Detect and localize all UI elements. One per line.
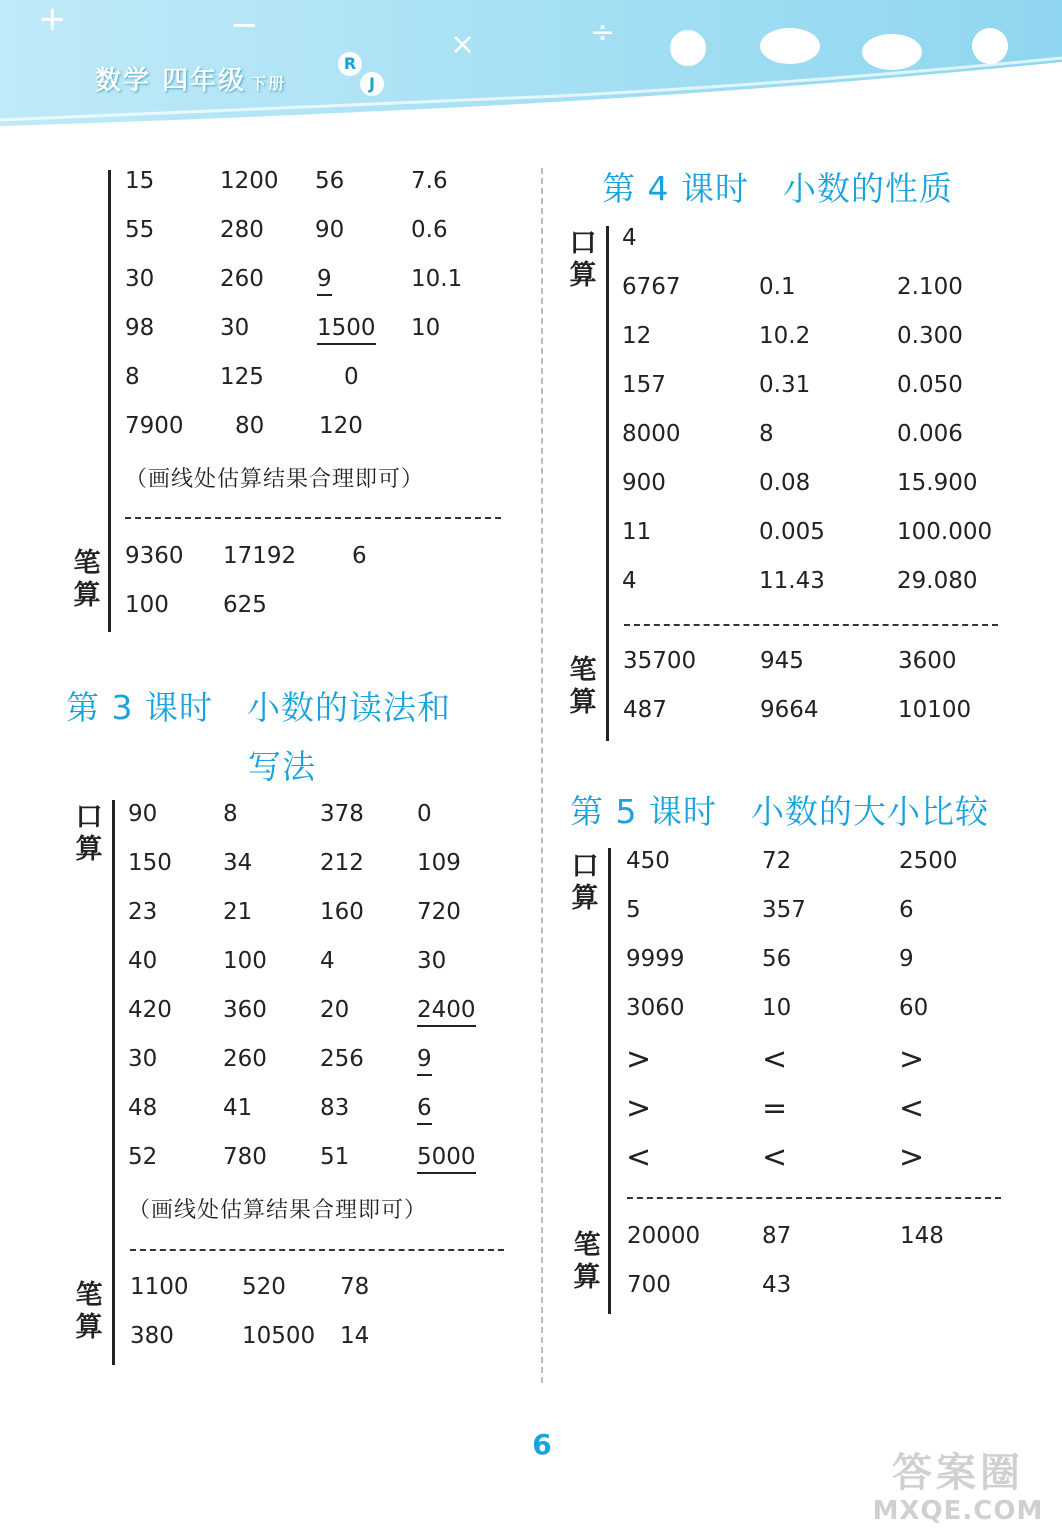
answer-bar — [606, 226, 609, 741]
cell: 30 — [128, 1046, 158, 1072]
cell: 14 — [340, 1323, 370, 1349]
cell: 0 — [417, 801, 432, 827]
cell: 9999 — [626, 946, 685, 972]
dashed-separator — [627, 1197, 1001, 1199]
cell: 2.100 — [897, 274, 963, 300]
cell: 10.1 — [411, 266, 463, 292]
cell: 120 — [319, 413, 363, 439]
cell: 40 — [128, 948, 158, 974]
cell: 10 — [411, 315, 441, 341]
cell: 17192 — [223, 543, 297, 569]
cell: 30 — [220, 315, 250, 341]
cell: 15.900 — [897, 470, 978, 496]
cell: 87 — [762, 1223, 792, 1249]
cell: 4 — [622, 225, 637, 251]
page-number: 6 — [532, 1428, 552, 1461]
cell: 3060 — [626, 995, 685, 1021]
cell: 100 — [223, 948, 267, 974]
cell: 43 — [762, 1272, 792, 1298]
cell: 357 — [762, 897, 806, 923]
cell: 0.005 — [759, 519, 825, 545]
book-title — [95, 60, 286, 97]
estimate-note: （画线处估算结果合理即可） — [125, 467, 425, 492]
edition-j: J — [360, 72, 384, 96]
cell: 9664 — [760, 697, 819, 723]
cell: 256 — [320, 1046, 364, 1072]
cell: 29.080 — [897, 568, 978, 594]
cell: 450 — [626, 848, 670, 874]
cell: = — [762, 1091, 788, 1126]
cell: < — [762, 1140, 788, 1175]
cell: 1100 — [130, 1274, 189, 1300]
cell: 700 — [627, 1272, 671, 1298]
cell: 90 — [128, 801, 158, 827]
cell: 15 — [125, 168, 155, 194]
cell: 945 — [760, 648, 804, 674]
cell: 20000 — [627, 1223, 701, 1249]
subject: 数学 — [95, 66, 152, 96]
cell: 4 — [622, 568, 637, 594]
cell: 260 — [220, 266, 264, 292]
cell: 30 — [125, 266, 155, 292]
cell: 150 — [128, 850, 172, 876]
cell: 9 — [899, 946, 914, 972]
cell-estimate: 5000 — [417, 1144, 476, 1174]
cell: 625 — [223, 592, 267, 618]
cell: 6 — [899, 897, 914, 923]
cell: < — [762, 1042, 788, 1077]
cell: 8 — [759, 421, 774, 447]
cell: 380 — [130, 1323, 174, 1349]
cell: 100 — [125, 592, 169, 618]
column-divider — [541, 168, 543, 1383]
cell: 100.000 — [897, 519, 993, 545]
edition-logo — [338, 50, 390, 100]
cell-estimate: 9 — [317, 266, 332, 296]
cell: 98 — [125, 315, 155, 341]
cell: 60 — [899, 995, 929, 1021]
cell: 56 — [315, 168, 345, 194]
oral-label: 口算 — [75, 802, 103, 865]
cell: 5 — [626, 897, 641, 923]
estimate-note: （画线处估算结果合理即可） — [128, 1198, 428, 1223]
cell: 148 — [900, 1223, 944, 1249]
cell: > — [626, 1091, 652, 1126]
cell: 720 — [417, 899, 461, 925]
cell: 23 — [128, 899, 158, 925]
cell: > — [626, 1042, 652, 1077]
lesson-4-title: 第 4 课时 小数的性质 — [602, 169, 953, 208]
cell: 6767 — [622, 274, 681, 300]
watermark — [858, 1450, 1058, 1530]
cell: 260 — [223, 1046, 267, 1072]
written-label: 笔算 — [73, 548, 101, 611]
cell: 9360 — [125, 543, 184, 569]
cell: 12 — [622, 323, 652, 349]
written-label: 笔算 — [75, 1280, 103, 1343]
cell: > — [899, 1140, 925, 1175]
cell: 11 — [622, 519, 652, 545]
cell: 0.08 — [759, 470, 811, 496]
cell: 8 — [223, 801, 238, 827]
cell: 378 — [320, 801, 364, 827]
written-label: 笔算 — [573, 1230, 601, 1293]
cell: 10.2 — [759, 323, 811, 349]
cell-estimate: 6 — [417, 1095, 432, 1125]
cell: 10500 — [242, 1323, 316, 1349]
answer-bar — [608, 848, 611, 1314]
cell: 34 — [223, 850, 253, 876]
cell: 72 — [762, 848, 792, 874]
cell: 4 — [320, 948, 335, 974]
svg-text:×: × — [450, 27, 476, 62]
cell: > — [899, 1042, 925, 1077]
cell: 157 — [622, 372, 666, 398]
cell: 51 — [320, 1144, 350, 1170]
cell: < — [899, 1091, 925, 1126]
cell: 360 — [223, 997, 267, 1023]
cell: 8000 — [622, 421, 681, 447]
lesson-3-title-cont: 写法 — [248, 747, 316, 786]
cell: 0.31 — [759, 372, 811, 398]
watermark-text: 答案圈 — [892, 1450, 1024, 1496]
oral-label: 口算 — [569, 228, 597, 291]
cell: 6 — [352, 543, 367, 569]
cell: 0.1 — [759, 274, 796, 300]
cell: 10100 — [898, 697, 972, 723]
cell: 1200 — [220, 168, 279, 194]
cell: 125 — [220, 364, 264, 390]
dashed-separator — [624, 624, 998, 626]
cell: 56 — [762, 946, 792, 972]
cell: 2500 — [899, 848, 958, 874]
cell: 11.43 — [759, 568, 825, 594]
cell: 487 — [623, 697, 667, 723]
cell: 55 — [125, 217, 155, 243]
cell: 212 — [320, 850, 364, 876]
written-label: 笔算 — [569, 655, 597, 718]
header-banner — [0, 0, 1062, 130]
cell: 0.050 — [897, 372, 963, 398]
cell: 20 — [320, 997, 350, 1023]
cell: 35700 — [623, 648, 697, 674]
oral-label: 口算 — [571, 851, 599, 914]
cell-estimate: 1500 — [317, 315, 376, 345]
svg-text:÷: ÷ — [590, 15, 616, 50]
cell: 52 — [128, 1144, 158, 1170]
cell: 780 — [223, 1144, 267, 1170]
volume: 下册 — [250, 74, 287, 93]
lesson-3-title: 第 3 课时 小数的读法和 — [66, 688, 451, 727]
cell: 900 — [622, 470, 666, 496]
cell: 30 — [417, 948, 447, 974]
watermark-url: MXQE.COM — [872, 1496, 1044, 1526]
cell: 80 — [235, 413, 265, 439]
cell: 520 — [242, 1274, 286, 1300]
cell: 48 — [128, 1095, 158, 1121]
grade: 四年级 — [162, 66, 247, 96]
cell: 8 — [125, 364, 140, 390]
cell: 83 — [320, 1095, 350, 1121]
cell: 90 — [315, 217, 345, 243]
dashed-separator — [130, 1249, 504, 1251]
cell: 160 — [320, 899, 364, 925]
cell: 0.6 — [411, 217, 448, 243]
cell: 41 — [223, 1095, 253, 1121]
cell: 0 — [344, 364, 359, 390]
cell-estimate: 9 — [417, 1046, 432, 1076]
answer-bar — [108, 170, 111, 632]
svg-text:+: + — [38, 0, 67, 39]
cell: 10 — [762, 995, 792, 1021]
cell: 420 — [128, 997, 172, 1023]
cell: 7900 — [125, 413, 184, 439]
cell: 7.6 — [411, 168, 448, 194]
cell-estimate: 2400 — [417, 997, 476, 1027]
cell: 0.300 — [897, 323, 963, 349]
cell: 3600 — [898, 648, 957, 674]
cell: 280 — [220, 217, 264, 243]
edition-r: R — [338, 52, 362, 76]
answer-bar — [112, 800, 115, 1365]
lesson-5-title: 第 5 课时 小数的大小比较 — [570, 792, 989, 831]
cell: 109 — [417, 850, 461, 876]
cell: 0.006 — [897, 421, 963, 447]
cell: 21 — [223, 899, 253, 925]
dashed-separator — [125, 517, 501, 519]
cell: < — [626, 1140, 652, 1175]
svg-text:−: − — [230, 5, 259, 45]
cell: 78 — [340, 1274, 370, 1300]
